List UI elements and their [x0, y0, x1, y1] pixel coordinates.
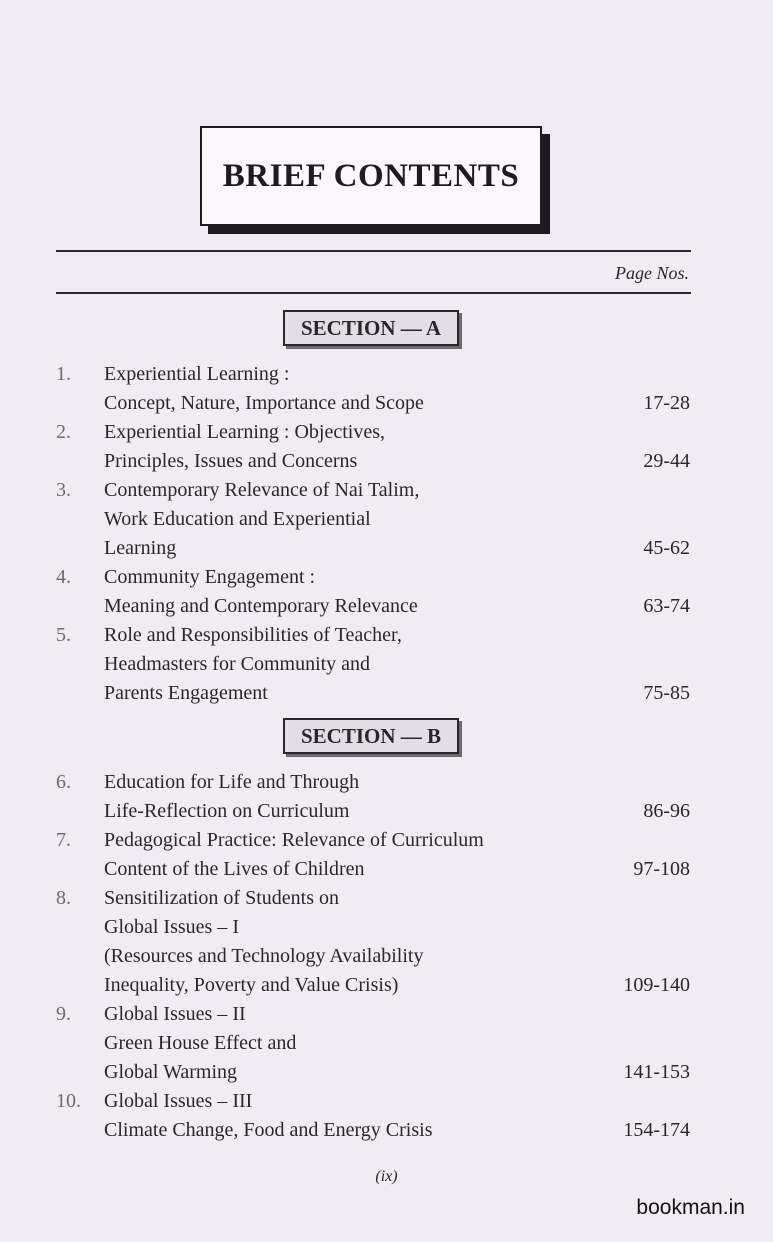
- entry-page-range: 75-85: [643, 682, 690, 704]
- entry-title-line: Green House Effect and: [104, 1032, 297, 1054]
- entry-number: 1.: [56, 363, 71, 385]
- entry-number: 5.: [56, 624, 71, 646]
- entry-number: 7.: [56, 829, 71, 851]
- footer-page-number: (ix): [375, 1168, 398, 1185]
- entry-title-line: Work Education and Experiential: [104, 508, 371, 530]
- entry-title-line: Content of the Lives of Children: [104, 858, 365, 880]
- entry-page-range: 17-28: [643, 392, 690, 414]
- entry-title-line: Experiential Learning : Objectives,: [104, 421, 386, 443]
- entry-page-range: 29-44: [643, 450, 690, 472]
- title-block: [200, 126, 542, 226]
- entry-page-range: 86-96: [643, 800, 690, 822]
- entry-number: 2.: [56, 421, 71, 443]
- entry-page-range: 97-108: [633, 858, 690, 880]
- entry-number: 6.: [56, 771, 71, 793]
- page-nos-label: Page Nos.: [615, 263, 689, 283]
- entry-title-line: Global Issues – III: [104, 1090, 253, 1112]
- entry-title-line: Headmasters for Community and: [104, 653, 371, 675]
- entry-number: 3.: [56, 479, 71, 501]
- bottom-rule: [56, 292, 691, 294]
- entry-number: 4.: [56, 566, 71, 588]
- section-heading: SECTION — A: [283, 310, 459, 346]
- entry-title-line: Concept, Nature, Importance and Scope: [104, 392, 424, 414]
- entry-title-line: Sensitilization of Students on: [104, 887, 339, 909]
- entry-title-line: Global Issues – II: [104, 1003, 246, 1025]
- entry-title-line: (Resources and Technology Availability: [104, 945, 424, 967]
- entry-page-range: 141-153: [623, 1061, 690, 1083]
- entry-title-line: Principles, Issues and Concerns: [104, 450, 358, 472]
- entry-title-line: Inequality, Poverty and Value Crisis): [104, 974, 399, 996]
- entry-title-line: Parents Engagement: [104, 682, 268, 704]
- entry-page-range: 63-74: [643, 595, 690, 617]
- entry-title-line: Meaning and Contemporary Relevance: [104, 595, 418, 617]
- page-title: BRIEF CONTENTS: [222, 157, 520, 194]
- entry-title-line: Climate Change, Food and Energy Crisis: [104, 1119, 433, 1141]
- entry-title-line: Global Warming: [104, 1061, 237, 1083]
- entry-title-line: Life-Reflection on Curriculum: [104, 800, 350, 822]
- entry-title-line: Learning: [104, 537, 177, 559]
- entry-page-range: 154-174: [623, 1119, 690, 1141]
- entry-page-range: 45-62: [643, 537, 690, 559]
- entry-title-line: Experiential Learning :: [104, 363, 290, 385]
- entry-title-line: Community Engagement :: [104, 566, 316, 588]
- entry-number: 8.: [56, 887, 71, 909]
- entry-title-line: Global Issues – I: [104, 916, 239, 938]
- section-heading: SECTION — B: [283, 718, 459, 754]
- entry-title-line: Education for Life and Through: [104, 771, 360, 793]
- entry-page-range: 109-140: [623, 974, 690, 996]
- entry-title-line: Role and Responsibilities of Teacher,: [104, 624, 402, 646]
- entry-title-line: Pedagogical Practice: Relevance of Curriculum: [104, 829, 484, 851]
- entry-number: 10.: [56, 1090, 81, 1112]
- watermark: bookman.in: [636, 1196, 745, 1219]
- entry-number: 9.: [56, 1003, 71, 1025]
- title-box: [200, 126, 542, 226]
- top-rule: [56, 250, 691, 252]
- entry-title-line: Contemporary Relevance of Nai Talim,: [104, 479, 420, 501]
